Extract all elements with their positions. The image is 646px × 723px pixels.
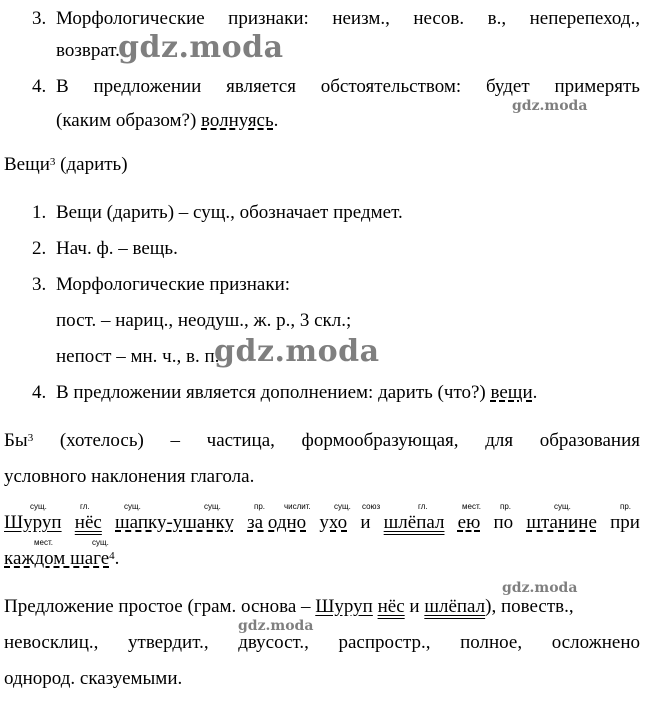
- word: частица,: [206, 430, 275, 451]
- footnote-sup: 4: [109, 550, 115, 562]
- question-text: (каким образом?): [56, 110, 202, 131]
- pos-annotation: гл.: [80, 502, 90, 511]
- list-item-continuation: [56, 110, 278, 132]
- word: является: [226, 76, 296, 97]
- footnote-sup: 3: [49, 156, 56, 168]
- underlined-word: вещи: [490, 382, 533, 403]
- analysis-line2: [4, 632, 640, 654]
- watermark: gdz.moda: [512, 98, 588, 114]
- word: примерять: [554, 76, 640, 97]
- word: предложении: [93, 76, 202, 97]
- pos-annotation: пр.: [500, 502, 512, 511]
- word: несов.: [413, 8, 465, 29]
- adverbial-phrase: каждом шаге: [4, 548, 110, 569]
- list-item-text: Вещи (дарить) – сущ., обозначает предмет.: [56, 202, 403, 223]
- watermark: gdz.moda: [238, 618, 314, 634]
- object-word: шапку-ушанку: [115, 512, 234, 533]
- permanent-features: пост. – нариц., неодуш., ж. р., 3 скл.;: [56, 310, 352, 331]
- pos-annotation: гл.: [418, 502, 428, 511]
- pos-annotation: сущ.: [124, 502, 141, 511]
- list-number: 4.: [32, 76, 47, 97]
- conjunction-word: и: [404, 596, 425, 617]
- word: двусост.,: [238, 632, 309, 653]
- analysis-text: Предложение простое (грам. основа –: [4, 596, 316, 617]
- pos-annotation: сущ.: [30, 502, 47, 511]
- pos-annotation: сущ.: [204, 502, 221, 511]
- word: полное,: [460, 632, 523, 653]
- object-word: штанине: [526, 512, 597, 533]
- list-number: 3.: [32, 274, 47, 295]
- pos-annotation: мест.: [462, 502, 481, 511]
- predicate-word: шлёпал: [424, 596, 486, 617]
- analysis-line1: [4, 596, 574, 618]
- list-item-text: [56, 8, 640, 30]
- word: распростр.,: [338, 632, 431, 653]
- list-item-text: Нач. ф. – вещь.: [56, 238, 178, 259]
- period: .: [273, 110, 279, 131]
- nonpermanent-features: непост – мн. ч., в. п.: [56, 346, 220, 367]
- word: формообразующая,: [301, 430, 459, 451]
- pos-annotation: сущ.: [92, 538, 109, 547]
- particle-word: Бы: [4, 430, 28, 451]
- sentence-role-text: В предложении является дополнением: дарить (что?): [56, 382, 491, 403]
- predicate-word: шлёпал: [383, 512, 445, 533]
- list-number: 2.: [32, 238, 47, 259]
- particle-paragraph-line1: [4, 430, 640, 452]
- list-number: 4.: [32, 382, 47, 403]
- heading-word: Вещи: [4, 154, 50, 175]
- list-number: 1.: [32, 202, 47, 223]
- word: признаки:: [228, 8, 309, 29]
- pos-annotation: сущ.: [334, 502, 351, 511]
- word: в.,: [487, 8, 507, 29]
- pos-annotation: мест.: [34, 538, 53, 547]
- footnote-sup: 3: [27, 432, 34, 444]
- list-number: 3.: [32, 8, 47, 29]
- word: неизм.,: [332, 8, 390, 29]
- pos-annotation: числит.: [284, 502, 311, 511]
- subject-word: Шуруп: [4, 512, 62, 533]
- word: утвердит.,: [128, 632, 209, 653]
- predicate-word: нёс: [377, 596, 405, 617]
- word: для: [485, 430, 514, 451]
- pos-annotation: союз: [362, 502, 381, 511]
- pos-annotation: пр.: [620, 502, 632, 511]
- watermark: gdz.moda: [502, 580, 578, 596]
- pos-annotation: пр.: [254, 502, 266, 511]
- word: Морфологические: [56, 8, 205, 29]
- list-item-text: [56, 76, 640, 98]
- object-word: ухо: [319, 512, 348, 533]
- word: осложнено: [551, 632, 640, 653]
- list-item-text: [56, 382, 537, 404]
- subject-word: Шуруп: [315, 596, 373, 617]
- word: –: [170, 430, 180, 451]
- underlined-word: волнуясь: [201, 110, 274, 131]
- example-sentence-line2: [4, 548, 119, 570]
- object-word: за одно: [247, 512, 307, 533]
- word: (хотелось): [59, 430, 144, 451]
- conjunction-word: и: [360, 512, 371, 533]
- word: [4, 430, 33, 452]
- word-heading: [4, 154, 128, 176]
- list-item-text: Морфологические признаки:: [56, 274, 291, 295]
- word: невосклиц.,: [4, 632, 99, 653]
- analysis-text: ), повеств.,: [485, 596, 574, 617]
- period: .: [114, 548, 120, 569]
- word: неперепеход.,: [529, 8, 640, 29]
- analysis-line3: однород. сказуемыми.: [4, 668, 183, 689]
- pos-annotation: сущ.: [554, 502, 571, 511]
- heading-rest: (дарить): [55, 154, 128, 175]
- watermark: gdz.moda: [214, 334, 380, 369]
- preposition-word: по: [493, 512, 514, 533]
- word: обстоятельством:: [320, 76, 462, 97]
- word: В: [56, 76, 69, 97]
- object-word: ею: [457, 512, 481, 533]
- predicate-word: нёс: [74, 512, 102, 533]
- word: будет: [485, 76, 530, 97]
- list-item-continuation: возврат.: [56, 40, 120, 61]
- watermark: gdz.moda: [118, 30, 284, 65]
- period: .: [532, 382, 538, 403]
- word: образования: [539, 430, 640, 451]
- example-sentence-line1: [4, 512, 640, 534]
- particle-paragraph-line2: условного наклонения глагола.: [4, 466, 255, 487]
- preposition-word: при: [610, 512, 640, 533]
